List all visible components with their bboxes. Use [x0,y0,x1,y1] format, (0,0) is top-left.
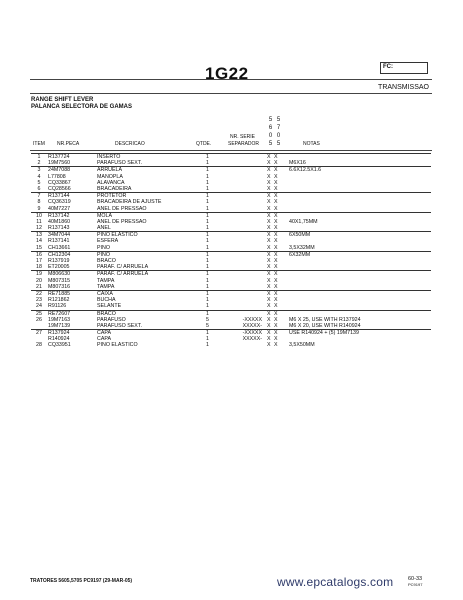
footer-left: TRATORES 5605,5705 PC9197 (29-MAR-05) [30,578,133,584]
model-applicability: X X [267,283,279,290]
quantity: 5 [206,316,209,323]
item-number: 20 [36,277,42,284]
model-applicability: X X [267,277,279,284]
model-applicability: X X [267,193,279,200]
table-row [31,329,431,336]
part-description: PARAFUSO SEXT. [97,322,142,329]
item-number: 2 [37,160,41,167]
part-description: BRACO [97,258,116,264]
part-number: R137724 [48,154,70,160]
quantity: 5 [206,322,209,329]
part-notes: 6X50MM [289,232,311,239]
table-row [31,166,431,173]
item-number: 21 [36,283,42,290]
part-number: RE71885 [48,290,71,297]
part-description: PARAFUSO SEXT. [97,160,142,167]
model-applicability: X X [267,218,279,225]
part-description: PINO [97,244,110,251]
serial-separator: XXXXX- [242,336,262,343]
part-notes: 6.6X12.5X1.6 [289,167,322,174]
col-header-serial-1: NR. SERIE [230,134,256,140]
quantity: 1 [206,342,209,349]
quantity: 1 [206,244,209,251]
col-header-notes: NOTAS [303,141,320,147]
part-notes: USE R140924 + (5) 19M7139 [289,330,359,337]
item-number: 13 [36,232,42,239]
quantity: 1 [206,199,209,206]
part-notes: 6X32MM [289,251,311,258]
part-description: TAMPA [97,277,115,284]
quantity: 1 [206,185,209,192]
quantity: 1 [206,297,209,304]
model-digit: 6 [268,125,276,131]
part-number: 24M7088 [48,167,71,174]
part-description: ANEL [97,225,111,232]
quantity: 1 [206,238,209,245]
part-number: CQ36319 [48,199,71,206]
part-description: BRACADEIRA DE AJUSTE [97,199,162,206]
col-header-desc: DESCRICAO [115,141,145,147]
table-row [31,290,431,297]
item-number: 14 [36,238,42,245]
item-number: 17 [36,258,42,264]
part-description: MANOPLA [97,173,123,180]
serial-separator: -XXXXX [242,316,262,323]
part-number: R137924 [48,330,70,337]
model-applicability: X X [267,205,279,212]
model-applicability: X X [267,179,279,186]
item-number: 27 [36,330,42,337]
model-digit: 5 [276,141,284,147]
quantity: 1 [206,218,209,225]
part-description: BRACO [97,310,116,317]
part-number: CQ33951 [48,342,71,349]
quantity: 1 [206,277,209,284]
quantity: 1 [206,303,209,310]
part-number: R140924 [48,336,70,343]
item-number: 7 [37,193,41,200]
part-number: ET20005 [48,264,70,271]
part-description: TAMPA [97,283,115,290]
fc-box: FC: [380,62,428,74]
serial-separator: -XXXXX [242,330,262,337]
part-description: PROTETOR [97,193,127,200]
model-applicability: X X [267,297,279,304]
watermark: www.epcatalogs.com [277,575,394,589]
part-number: RE72607 [48,310,71,317]
part-number: R137143 [48,225,70,232]
item-number: 5 [37,179,41,186]
item-number: 25 [36,310,42,317]
quantity: 1 [206,160,209,167]
part-number: CQ33867 [48,179,71,186]
model-applicability: X X [267,160,279,167]
col-header-qty: QTDE. [196,141,212,147]
part-description: SELANTE [97,303,122,310]
quantity: 1 [206,205,209,212]
part-notes: M6X16 [289,160,306,167]
part-number: R137144 [48,193,70,200]
quantity: 1 [206,232,209,239]
item-number: 18 [36,264,42,271]
part-number: L77808 [48,173,66,180]
model-applicability: X X [267,336,279,343]
quantity: 1 [206,336,209,343]
page-code: PC9197 [408,582,423,587]
model-digit: 0 [268,133,276,139]
item-number: 26 [36,316,42,323]
part-number: 40M7227 [48,205,71,212]
part-description: ESFERA [97,238,119,245]
quantity: 1 [206,310,209,317]
model-applicability: X X [267,199,279,206]
part-description: ALAVANCA [97,179,125,186]
part-number: CQ28566 [48,185,71,192]
header-rule [30,79,432,80]
part-number: R137142 [48,212,70,219]
part-description: MOLA [97,212,113,219]
table-row [31,342,431,348]
item-number: 28 [36,342,42,349]
item-number: 10 [36,212,42,219]
model-digit: 7 [276,125,284,131]
model-applicability: X X [267,310,279,317]
part-description: CAPA [97,330,112,337]
quantity: 1 [206,251,209,258]
model-applicability: X X [267,251,279,258]
part-notes: 3,5X32MM [289,244,315,251]
item-number: 23 [36,297,42,304]
item-number: 8 [37,199,41,206]
part-number: M806630 [48,271,71,278]
part-number: R137919 [48,258,70,264]
part-description: CAIXA [97,290,113,297]
part-number: M807315 [48,277,71,284]
quantity: 1 [206,179,209,186]
part-description: BUCHA [97,297,116,304]
item-number: 11 [36,218,42,225]
quantity: 1 [206,167,209,174]
table-row [31,251,431,258]
serial-separator: XXXXX- [242,322,262,329]
model-applicability: X X [267,316,279,323]
part-number: 19M7139 [48,322,71,329]
model-applicability: X X [267,303,279,310]
model-applicability: X X [267,244,279,251]
part-description: ANEL DE PRESSAO [97,205,147,212]
model-applicability: X X [267,264,279,271]
part-number: R137141 [48,238,70,245]
quantity: 1 [206,264,209,271]
model-applicability: X X [267,173,279,180]
col-header-item: ITEM [33,141,45,147]
part-description: PARAF. C/ ARRUELA [97,264,149,271]
page-number: 60-33 [408,576,423,582]
quantity: 1 [206,212,209,219]
part-number: 19M7163 [48,316,71,323]
item-number: 12 [36,225,42,232]
part-number: 19M7560 [48,160,71,167]
quantity: 1 [206,330,209,337]
part-number: CH12304 [48,251,71,258]
table-row [31,212,431,219]
model-applicability: X X [267,271,279,278]
table-row [31,231,431,238]
model-digit: 5 [268,141,276,147]
part-number: R121862 [48,297,70,304]
parts-table [31,153,431,349]
subtitle-en: RANGE SHIFT LEVER [31,97,94,103]
part-description: INSERTO [97,154,121,160]
model-applicability: X X [267,322,279,329]
item-number: 6 [37,185,41,192]
part-description: ARRUELA [97,167,123,174]
header-rule-bottom [30,93,432,94]
item-number: 16 [36,251,42,258]
model-applicability: X X [267,185,279,192]
subtitle-pt: PALANCA SELECTORA DE GAMAS [31,104,133,110]
model-applicability: X X [267,290,279,297]
model-applicability: X X [267,212,279,219]
part-description: ANEL DE PRESSAO [97,218,147,225]
quantity: 1 [206,193,209,200]
part-description: BRACADEIRA [97,185,132,192]
part-number: 34M7044 [48,232,71,239]
part-notes: M6 X 20, USE WITH R140924 [289,322,361,329]
quantity: 1 [206,283,209,290]
item-number: 3 [37,167,41,174]
item-number: 22 [36,290,42,297]
part-description: PINO [97,251,110,258]
model-applicability: X X [267,258,279,264]
model-digit: 0 [276,133,284,139]
quantity: 1 [206,173,209,180]
part-notes: M6 X 25, USE WITH R137924 [289,316,361,323]
part-number: M807316 [48,283,71,290]
part-number: 40M1860 [48,218,71,225]
page-title: 1G22 [205,64,249,83]
model-applicability: X X [267,154,279,160]
table-row [31,153,431,160]
model-digit: 5 [276,117,284,123]
quantity: 1 [206,225,209,232]
model-applicability: X X [267,167,279,174]
table-header-rule [30,150,432,151]
part-description: PARAF. C/ ARRUELA [97,271,149,278]
part-number: R91126 [48,303,67,310]
item-number: 1 [37,154,41,160]
model-digit: 5 [268,117,276,123]
item-number: 9 [37,205,41,212]
model-applicability: X X [267,238,279,245]
part-description: CAPA [97,336,112,343]
item-number: 15 [36,244,42,251]
part-description: PINO ELASTICO [97,342,138,349]
part-notes: 40X1,75MM [289,218,318,225]
table-row [31,270,431,277]
model-applicability: X X [267,342,279,349]
table-row [31,192,431,199]
model-applicability: X X [267,225,279,232]
item-number: 24 [36,303,42,310]
col-header-part: NR.PECA [57,141,80,147]
quantity: 1 [206,271,209,278]
quantity: 1 [206,258,209,264]
col-header-serial-2: SEPARADOR [228,141,260,147]
part-number: CH13661 [48,244,71,251]
model-applicability: X X [267,330,279,337]
quantity: 1 [206,290,209,297]
section-name: TRANSMISSAO [378,84,429,91]
table-row [31,310,431,317]
part-description: PARAFUSO [97,316,126,323]
item-number: 4 [37,173,41,180]
model-applicability: X X [267,232,279,239]
item-number: 19 [36,271,42,278]
quantity: 1 [206,154,209,160]
part-description: PINO ELASTICO [97,232,138,239]
part-notes: 3,5X50MM [289,342,315,349]
